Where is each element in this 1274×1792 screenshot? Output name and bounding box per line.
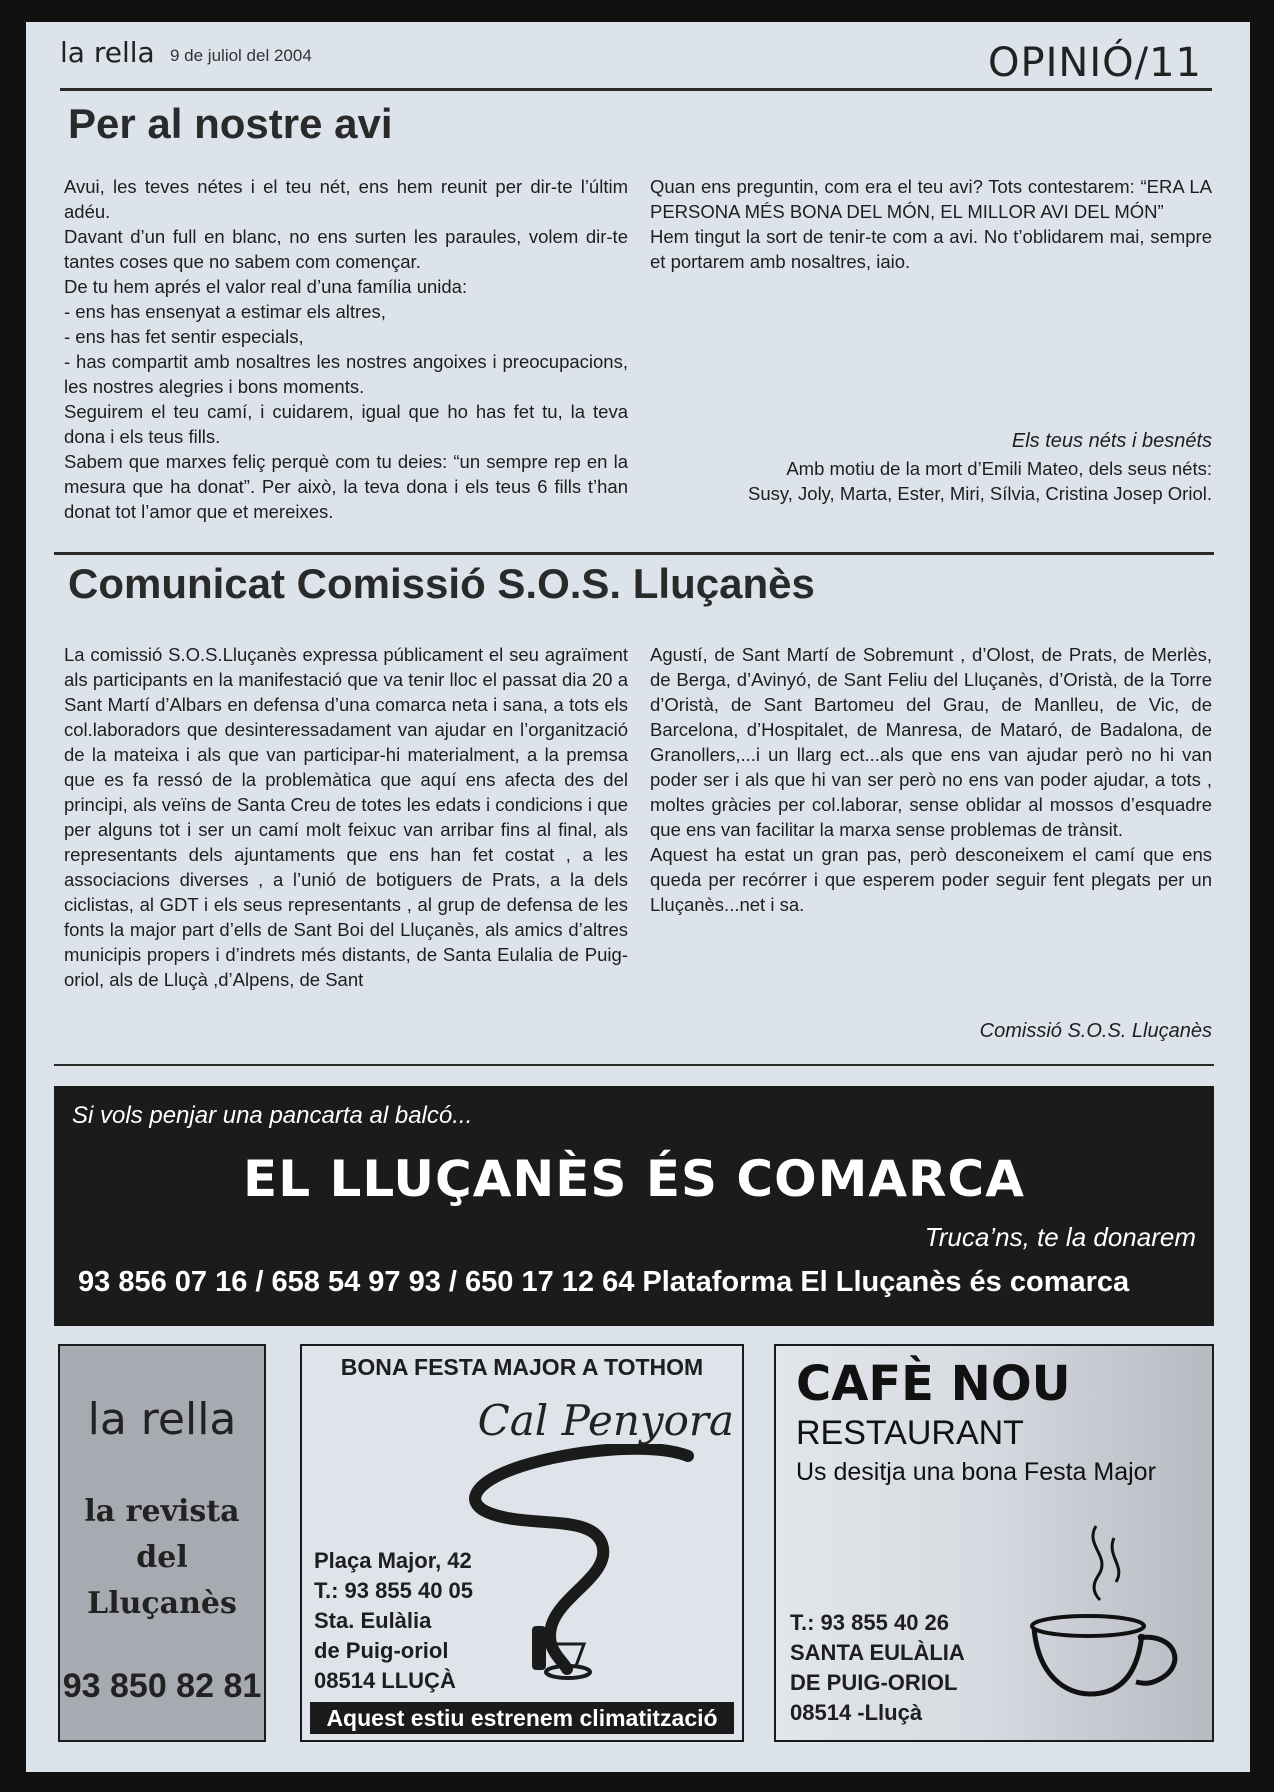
cal-penyora-ad (300, 1344, 744, 1742)
banner-phones: 93 856 07 16 / 658 54 97 93 / 650 17 12 64 Plataforma El Lluçanès és comarca (78, 1266, 1130, 1298)
address-line: 08514 -Lluçà (790, 1700, 923, 1725)
banner-call-to-action: Truca’ns, te la donarem (924, 1222, 1196, 1252)
tagline-line: del Lluçanès (87, 1540, 237, 1621)
cafe-nou-ad (774, 1344, 1214, 1742)
banner-intro: Si vols penjar una pancarta al balcó... (72, 1102, 473, 1129)
article1-paragraph: Seguirem el teu camí, i cuidarem, igual que ho has fet tu, la teva dona i els teus fills. (64, 401, 628, 447)
article1-title: Per al nostre avi (68, 100, 393, 147)
article-divider (54, 552, 1214, 555)
tagline-line: la revista (84, 1494, 240, 1529)
la-rella-logo: la rella (87, 1394, 237, 1445)
article2-right-column (650, 642, 1212, 917)
address-line: T.: 93 855 40 26 (790, 1610, 950, 1635)
address-line: DE PUIG-ORIOL (790, 1670, 958, 1695)
article2-signature: Comissió S.O.S. Lluçanès (979, 1020, 1212, 1042)
section-divider (54, 1064, 1214, 1066)
article1-paragraph: Davant d’un full en blanc, no ens surten les paraules, volem dir-te tantes coses que no sabem com començar. (64, 226, 628, 272)
article2-title: Comunicat Comissió S.O.S. Lluçanès (68, 560, 815, 607)
masthead-date: 9 de juliol del 2004 (170, 46, 312, 65)
address-line: SANTA EULÀLIA (790, 1640, 965, 1665)
article1-note-line: Amb motiu de la mort d’Emili Mateo, dels seus néts: (786, 458, 1212, 479)
article2-paragraph: Aquest ha estat un gran pas, però desconeixem el camí que ens queda per recórrer i que esperem poder seguir fent plegats per un Lluçanès...net i sa. (650, 844, 1212, 915)
cafe-subtitle: RESTAURANT (796, 1414, 1024, 1452)
cafe-wish: Us desitja una bona Festa Major (796, 1458, 1156, 1486)
article1-signature: Els teus néts i besnéts (1011, 430, 1212, 452)
masthead-brand: la rella (60, 36, 155, 69)
article1-paragraph: - ens has fet sentir especials, (64, 326, 304, 347)
article1-left-column (64, 174, 628, 524)
article1-paragraph: Hem tingut la sort de tenir-te com a avi. No t’oblidarem mai, sempre et portarem amb nosaltres, iaio. (650, 226, 1212, 272)
article1-paragraph: Avui, les teves nétes i el teu nét, ens hem reunit per dir-te l’últim adéu. (64, 176, 628, 222)
article1-paragraph: - ens has ensenyat a estimar els altres, (64, 301, 386, 322)
penyora-footer: Aquest estiu estrenem climatització (310, 1702, 734, 1734)
address-line: 08514 LLUÇÀ (314, 1668, 456, 1693)
article2-left-column (64, 642, 628, 992)
article1-paragraph: De tu hem aprés el valor real d’una família unida: (64, 276, 468, 297)
section-page-number: OPINIÓ/11 (988, 40, 1202, 86)
la-rella-phone: 93 850 82 81 (62, 1667, 262, 1705)
comarca-banner-ad (54, 1086, 1214, 1326)
article2-paragraph: Agustí, de Sant Martí de Sobremunt , d’Olost, de Prats, de Merlès, de Berga, d’Avinyó, de Sant Feliu del Lluçanès, d’Oristà, de la Torre d’Oristà, de Sant Bartomeu del Grau, de Manlleu, de Vic, de Barcelona, d’Hospitalet, de Manresa, de Mataró, de Badalona, de Granollers,...i un llarg ect...als que ens van ajudar però no hi van poder ser i als que hi van ser però no ens van poder ajudar, a tots , moltes gràcies per col.laborar, sense oblidar al mossos d’esquadre que ens van facilitar la marxa sense problemas de trànsit. (650, 644, 1212, 840)
article1-paragraph: Quan ens preguntin, com era el teu avi? Tots contestarem: “ERA LA PERSONA MÉS BONA DEL MÓN, EL MILLOR AVI DEL MÓN” (650, 176, 1212, 222)
smoke-glass-icon (452, 1444, 712, 1694)
la-rella-ad (58, 1344, 266, 1742)
article1-note-line: Susy, Joly, Marta, Ester, Miri, Sílvia, Cristina Josep Oriol. (748, 483, 1212, 504)
address-line: T.: 93 855 40 05 (314, 1578, 474, 1603)
article2-paragraph: La comissió S.O.S.Lluçanès expressa públicament el seu agraïment als participants en la manifestació que va tenir lloc el passat dia 20 a Sant Martí d’Albars en defensa d’una comarca neta i sana, a tots els col.laboradors que desinteressadament van ajudar en l’organització de la mateixa i als que van participar-hi materialment, a la premsa que es fa ressó de la problemàtica que aquí ens afecta des del principi, als veïns de Santa Creu de totes les edats i condicions i que per alguns tot i ser un camí molt feixuc van arribar fins al final, als representants dels ajuntaments que ens han fet costat , a les associacions diverses , a l’unió de botiguers de Prats, a la dels ciclistas, al GDT i els seus representants , al grup de defensa de les fonts la major part d’ells de Sant Boi del Lluçanès, als amics d’altres municipis propers i d’indrets més distants, de Santa Eulalia de Puig-oriol, als de Lluçà ,d’Alpens, de Sant (64, 644, 628, 990)
article1-paragraph: Sabem que marxes feliç perquè com tu deies: “un sempre rep en la mesura que ha donat”. Per això, la teva dona i els teus 6 fills t’han donat tot l’amor que et mereixes. (64, 451, 628, 522)
cafe-address (790, 1608, 965, 1728)
address-line: de Puig-oriol (314, 1638, 449, 1663)
penyora-header: BONA FESTA MAJOR A TOTHOM (340, 1354, 704, 1380)
coffee-cup-icon (1026, 1516, 1196, 1716)
address-line: Plaça Major, 42 (314, 1548, 472, 1573)
penyora-logo: Cal Penyora (477, 1396, 734, 1445)
penyora-address (314, 1546, 473, 1696)
address-line: Sta. Eulàlia (314, 1608, 432, 1633)
article1-paragraph: - has compartit amb nosaltres les nostres angoixes i preocupacions, les nostres alegries i bons moments. (64, 351, 628, 397)
la-rella-tagline (60, 1489, 264, 1627)
masthead-rule (60, 88, 1212, 91)
article1-right-column (650, 174, 1212, 274)
banner-headline: EL LLUÇANÈS ÉS COMARCA (243, 1150, 1025, 1208)
newspaper-page (26, 22, 1250, 1772)
cafe-name: CAFÈ NOU (796, 1356, 1071, 1412)
